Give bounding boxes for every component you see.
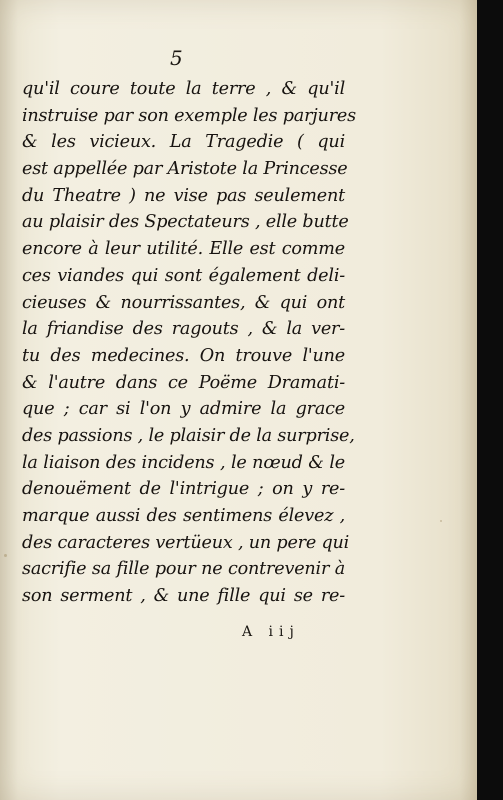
text-line: & l'autre dans ce Poëme Dramati- <box>22 372 345 393</box>
text-line: la friandise des ragouts , & la ver- <box>22 319 345 340</box>
signature-mark: A iij <box>242 624 300 640</box>
text-line: tu des medecines. On trouve l'une <box>22 345 345 366</box>
text-line: son serment , & une fille qui se re- <box>22 586 345 607</box>
background-edge <box>477 0 503 800</box>
text-line: marque aussi des sentimens élevez , <box>22 506 345 526</box>
text-line: qu'il coure toute la terre , & qu'il <box>22 79 345 99</box>
paper-spot <box>440 520 442 522</box>
text-line: des passions , le plaisir de la surprise, <box>22 425 355 446</box>
text-line: & les vicieux. La Tragedie ( qui <box>22 132 345 153</box>
text-line: encore à leur utilité. Elle est comme <box>22 239 345 260</box>
text-line: ces viandes qui sont également deli- <box>22 265 345 286</box>
page-number: 5 <box>170 46 183 70</box>
text-line: est appellée par Aristote la Princesse <box>22 159 348 180</box>
text-line: des caracteres vertüeux , un pere qui <box>22 532 350 553</box>
text-line: sacrifie sa fille pour ne contrevenir à <box>22 559 345 580</box>
text-line: au plaisir des Spectateurs , elle butte <box>22 212 349 233</box>
text-line: instruise par son exemple les parjures <box>22 105 356 126</box>
text-line: cieuses & nourrissantes, & qui ont <box>22 292 345 313</box>
text-line: que ; car si l'on y admire la grace <box>22 399 345 420</box>
paper-spot <box>4 554 7 557</box>
text-line: denouëment de l'intrigue ; on y re- <box>22 479 345 500</box>
page-text <box>22 76 356 610</box>
text-line: la liaison des incidens , le nœud & le <box>22 452 345 473</box>
text-line: du Theatre ) ne vise pas seulement <box>22 185 345 206</box>
